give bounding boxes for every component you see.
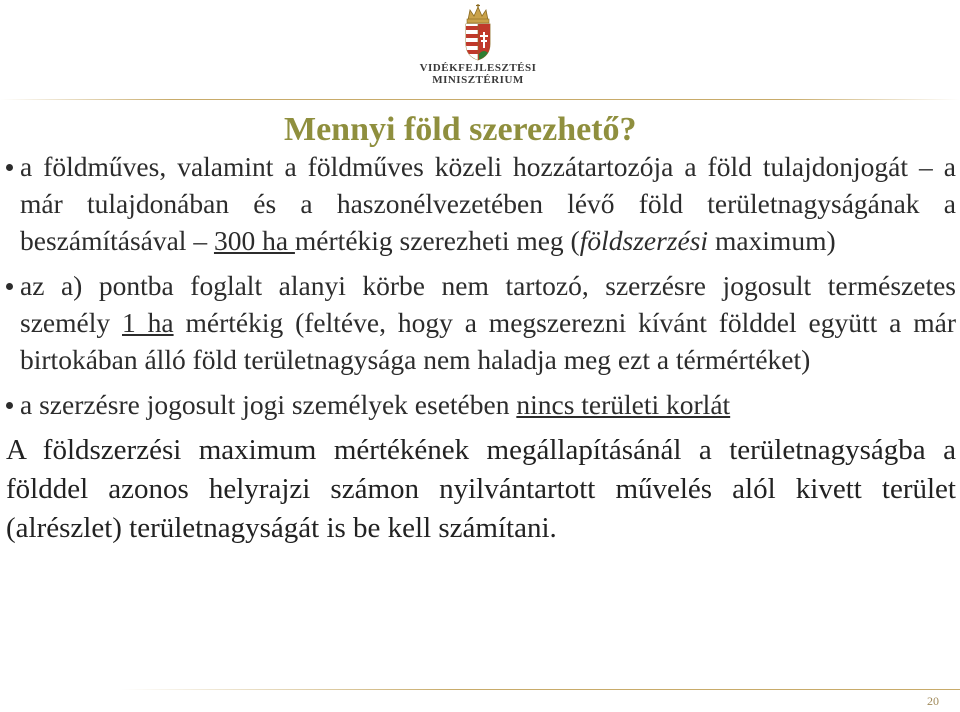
footer-divider [120,689,960,690]
bullet2-limit-1ha: 1 ha [122,307,174,338]
bullet2-text-a: az a) pontba foglalt alanyi körbe nem tartozó, szerzésre jogosult természetes személy [20,270,956,338]
slide-content [6,148,956,548]
header-divider [0,99,960,100]
bullet-legal-entity [6,386,956,423]
ministry-logo [408,4,548,94]
page-number: 20 [927,694,939,708]
page-title: Mennyi föld szerezhető? [284,111,637,148]
hungarian-coat-of-arms-icon [458,4,498,62]
bullet1-italic-term: földszerzési [579,225,709,256]
bullet2-text-b: mértékig (feltéve, hogy a megszerezni kívánt földdel együtt a már birtokában álló föld területnagysága nem haladja meg ezt a térmértéket) [20,307,956,375]
bullet3-text-a: a szerzésre jogosult jogi személyek esetében [20,389,517,420]
closing-paragraph: A földszerzési maximum mértékének megállapításánál a területnagyságba a földdel azonos helyrajzi számon nyilvántartott művelés alól kivett terület (alrészlet) területnagyságát is be kell számítani. [6,434,956,544]
ministry-name-line2: MINISZTÉRIUM [432,74,524,86]
bullet1-text-a: a földműves, valamint a földműves közeli hozzátartozója a föld tulajdonjogát – a már tulajdonában és a haszonélvezetében lévő föld területnagyságának a beszámításával – [20,151,956,256]
bullet3-no-limit: nincs területi korlát [516,389,731,420]
bullet-farmer-limit [6,148,956,259]
bullet-natural-person-limit [6,267,956,378]
ministry-name-line1: VIDÉKFEJLESZTÉSI [419,62,537,74]
bullet1-text-b: mértékig szerezheti meg ( [294,225,580,256]
bullet1-limit-300ha: 300 ha [213,225,295,256]
bullet1-text-c: maximum) [708,225,836,256]
